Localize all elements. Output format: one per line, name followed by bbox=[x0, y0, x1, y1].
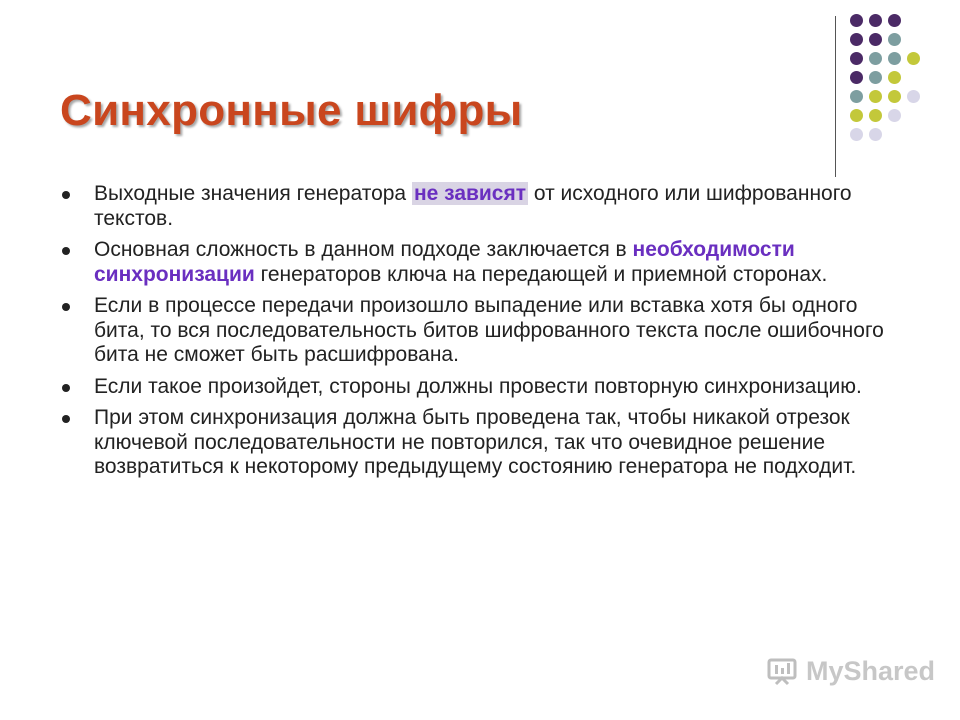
bullet-item bbox=[62, 238, 902, 287]
decorative-dot bbox=[888, 71, 901, 84]
bullet-item bbox=[62, 182, 902, 231]
slide-title: Синхронные шифры bbox=[60, 86, 523, 135]
decorative-dot bbox=[869, 71, 882, 84]
bullet-dot-icon bbox=[62, 303, 70, 311]
bullet-text: Основная сложность в данном подходе заключается в bbox=[94, 238, 633, 261]
bullet-dot-icon bbox=[62, 191, 70, 199]
bullet-text: Выходные значения генератора bbox=[94, 182, 412, 205]
decorative-dot bbox=[850, 71, 863, 84]
decorative-dot bbox=[888, 109, 901, 122]
bullet-text: При этом синхронизация должна быть проведена так, чтобы никакой отрезок ключевой последовательности не повторился, так что очевидное решение возвратиться к некоторому предыдущему состоянию генератора не подходит. bbox=[94, 406, 857, 478]
decorative-dot bbox=[888, 90, 901, 103]
watermark bbox=[766, 656, 935, 687]
decorative-dot bbox=[888, 52, 901, 65]
bullet-text: Если в процессе передачи произошло выпадение или вставка хотя бы одного бита, то вся последовательность битов шифрованного текста после ошибочного бита не сможет быть расшифрована. bbox=[94, 294, 884, 366]
bullet-dot-icon bbox=[62, 415, 70, 423]
decorative-dot bbox=[850, 33, 863, 46]
bullet-item bbox=[62, 294, 902, 368]
decorative-dot bbox=[869, 90, 882, 103]
bullet-dot-icon bbox=[62, 384, 70, 392]
divider-line bbox=[835, 16, 836, 177]
bullet-list bbox=[62, 182, 902, 487]
bullet-item bbox=[62, 375, 902, 400]
bullet-text: Если такое произойдет, стороны должны провести повторную синхронизацию. bbox=[94, 374, 862, 398]
decorative-dot-grid bbox=[850, 14, 946, 154]
bullet-dot-icon bbox=[62, 247, 70, 255]
decorative-dot bbox=[869, 14, 882, 27]
watermark-text: MyShared bbox=[806, 656, 936, 686]
highlighted-phrase: не зависят bbox=[413, 182, 527, 205]
decorative-dot bbox=[850, 52, 863, 65]
presentation-icon bbox=[766, 657, 800, 687]
bullet-text: генераторов ключа на передающей и приемной сторонах. bbox=[254, 262, 828, 286]
highlighted-phrase: необходимости синхронизации bbox=[94, 238, 795, 286]
bullet-item bbox=[62, 406, 902, 480]
bullet-text: от исходного или шифрованного текстов. bbox=[94, 182, 852, 230]
decorative-dot bbox=[907, 52, 920, 65]
decorative-dot bbox=[907, 90, 920, 103]
decorative-dot bbox=[869, 33, 882, 46]
decorative-dot bbox=[888, 14, 901, 27]
decorative-dot bbox=[850, 109, 863, 122]
decorative-dot bbox=[869, 109, 882, 122]
decorative-dot bbox=[869, 52, 882, 65]
decorative-dot bbox=[850, 14, 863, 27]
decorative-dot bbox=[850, 90, 863, 103]
decorative-dot bbox=[850, 128, 863, 141]
decorative-dot bbox=[888, 33, 901, 46]
decorative-dot bbox=[869, 128, 882, 141]
